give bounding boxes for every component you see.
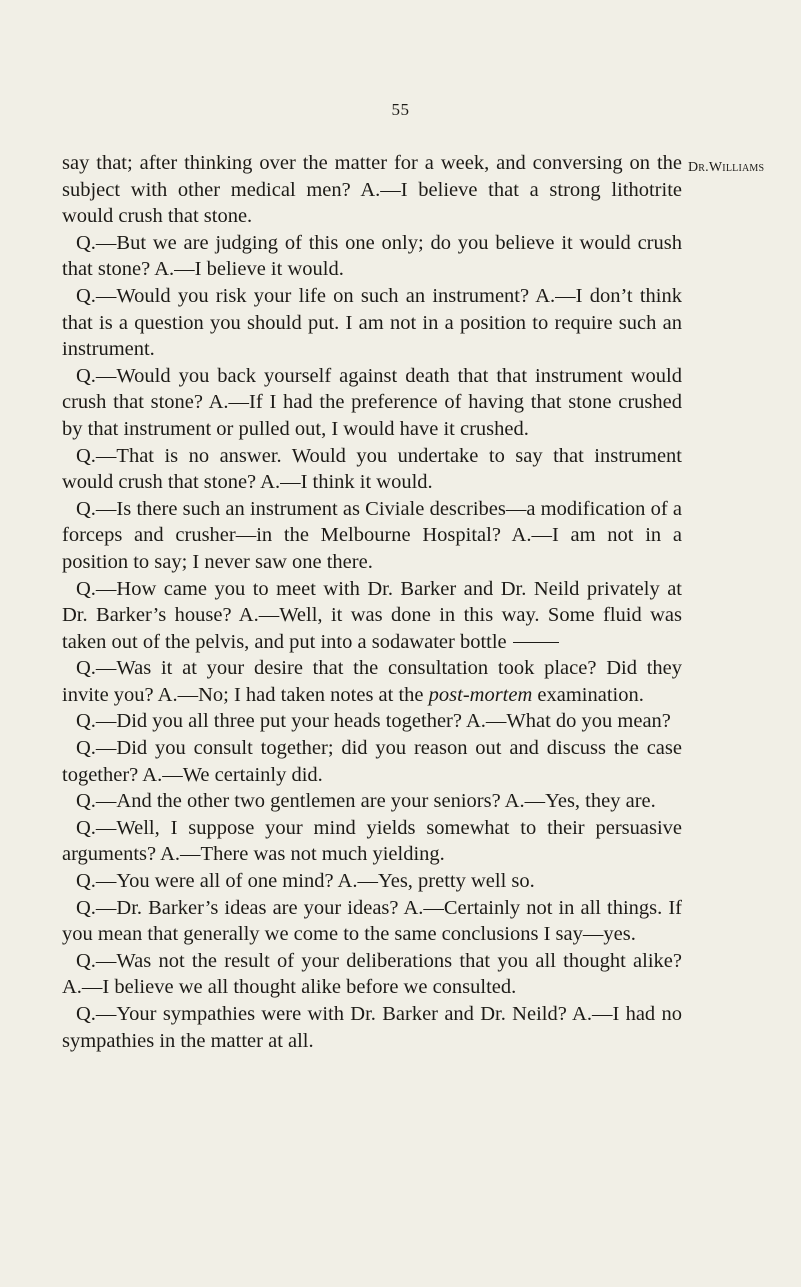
paragraph: Q.—Would you back yourself against death that that instrument would crush that stone? A.—If I had the preference of having that stone crushed by that instrument or pulled out, I would have it crushed. [62,364,682,440]
paragraph: Q.—Dr. Barker’s ideas are your ideas? A.—Certainly not in all things. If you mean that generally we come to the same conclusions I say—yes. [62,896,682,946]
margin-note-witness: Dr.Williams [688,160,765,175]
paragraph: say that; after thinking over the matter for a week, and conversing on the subject with other medical men? A.—I believe that a strong lithotrite would crush that stone. [62,152,682,228]
paragraph [62,576,682,656]
interruption-rule [513,642,559,643]
paragraph: Q.—Your sympathies were with Dr. Barker and Dr. Neild? A.—I had no sympathies in the matter at all. [62,1003,682,1052]
paragraph: Q.—Did you consult together; did you reason out and discuss the case together? A.—We certainly did. [62,737,682,786]
italic-term: post-mortem [428,683,533,706]
paragraph: Q.—And the other two gentlemen are your seniors? A.—Yes, they are. [76,790,656,813]
paragraph: Q.—Well, I suppose your mind yields somewhat to their persuasive arguments? A.—There was not much yielding. [62,816,682,866]
paragraph [62,655,682,708]
body-text [62,150,682,1054]
paragraph: Q.—Would you risk your life on such an instrument? A.—I don’t think that is a question you should put. I am not in a position to require such an instrument. [62,284,682,361]
page-number: 55 [391,100,410,119]
paragraph-text: examination. [532,683,644,706]
paragraph: Q.—Is there such an instrument as Civiale describes—a modification of a forceps and crusher—in the Melbourne Hospital? A.—I am not in a position to say; I never saw one there. [62,497,682,573]
paragraph: Q.—That is no answer. Would you undertake to say that instrument would crush that stone? A.—I think it would. [62,444,682,494]
paragraph: Q.—Was not the result of your deliberations that you all thought alike? A.—I believe we all thought alike before we consulted. [62,949,682,999]
paragraph-text: Q.—How came you to meet with Dr. Barker and Dr. Neild privately at Dr. Barker’s house? A.—Well, it was done in this way. Some fluid was taken out of the pelvis, and put into a sodawater bottle [62,577,682,653]
paragraph: Q.—You were all of one mind? A.—Yes, pretty well so. [76,870,535,893]
paragraph-text: Q.—Was it at your desire that the consultation took place? Did they invite you? A.—No; I had taken notes at the [62,657,682,706]
paragraph: Q.—But we are judging of this one only; do you believe it would crush that stone? A.—I believe it would. [62,231,682,281]
paragraph: Q.—Did you all three put your heads together? A.—What do you mean? [76,710,671,733]
